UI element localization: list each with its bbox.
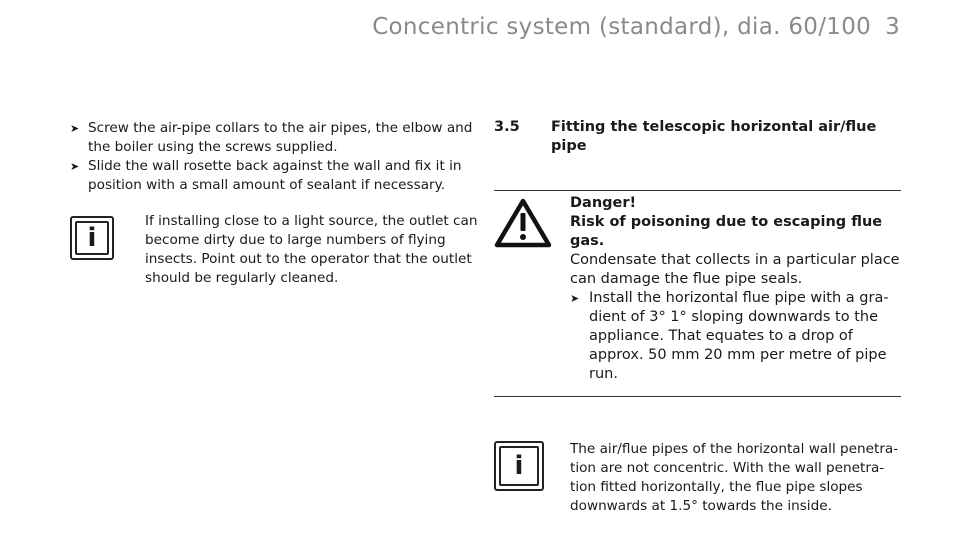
warning-body: Condensate that collects in a particular place can damage the flue pipe seals. [570, 252, 900, 287]
arrow-bullet-icon: ➤ [570, 292, 580, 305]
warning-headline: Risk of poisoning due to escaping flue gas. [570, 214, 883, 249]
warning-text [570, 194, 905, 384]
instruction-text: Screw the air-pipe collars to the air pipes, the elbow and the boiler using the screws supplied. [88, 120, 473, 155]
page-number: 3 [885, 14, 900, 40]
warning-label: Danger! [570, 195, 637, 211]
warning-triangle-icon [494, 198, 552, 248]
divider-bottom [494, 396, 901, 397]
divider-top [494, 190, 901, 191]
info-icon: i [494, 441, 544, 491]
header-title: Concentric system (standard), dia. 60/100 [372, 14, 872, 40]
instruction-bullet [70, 157, 480, 195]
left-column-instructions [70, 119, 480, 195]
info-note-2-text: The air/flue pipes of the horizontal wall penetra-tion are not concentric. With the wall penetra-tion fitted horizontally, the flue pipe slopes downwards at 1.5° towards the inside. [570, 441, 899, 514]
arrow-bullet-icon: ➤ [70, 160, 80, 173]
warning-bullet [570, 289, 905, 384]
arrow-bullet-icon: ➤ [70, 122, 80, 135]
section-number: 3.5 [494, 119, 520, 135]
instruction-bullet [70, 119, 480, 157]
info-note-text: If installing close to a light source, the outlet can become dirty due to large numbers of flying insects. Point out to the operator that the outlet should be regularly cleaned. [145, 213, 478, 286]
instruction-text: Slide the wall rosette back against the wall and fix it in position with a small amount of sealant if necessary. [88, 158, 462, 193]
info-icon: i [70, 216, 114, 260]
page-header [372, 14, 900, 40]
section-title: Fitting the telescopic horizontal air/flue pipe [551, 119, 877, 154]
warning-bullet-text: Install the horizontal flue pipe with a gra-dient of 3° 1° sloping downwards to the appliance. That equates to a drop of approx. 50 mm 20 mm per metre of pipe run. [589, 290, 889, 382]
